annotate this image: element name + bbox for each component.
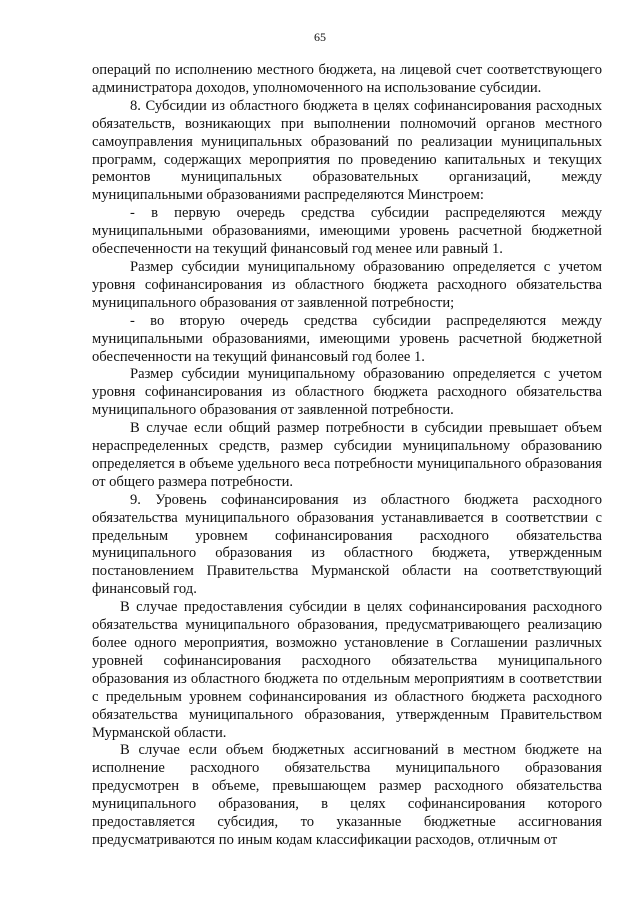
paragraph: 8. Субсидии из областного бюджета в целях софинансирования расходных обязательств, возникающих при выполнении полномочий органов местного самоуправления муниципальных образований по реализации муниципальных программ, содержащих мероприятия по проведению капитальных и текущих ремонтов муниципальных образовательных организаций, между муниципальными образованиями распределяются Минстроем: (92, 97, 602, 204)
paragraph: В случае предоставления субсидии в целях софинансирования расходного обязательства муниципального образования, предусматривающего реализацию более одного мероприятия, возможно установление в Соглашении различных уровней софинансирования расходного обязательства муниципального образования из областного бюджета по отдельным мероприятиям в соответствии с предельным уровнем софинансирования из областного бюджета расходного обязательства муниципального образования, утвержденным Правительством Мурманской области. (92, 599, 602, 741)
paragraph: В случае если объем бюджетных ассигнований в местном бюджете на исполнение расходного обязательства муниципального образования предусмотрен в объеме, превышающем размер расходного обязательства муниципального образования, в целях софинансирования которого предоставляется субсидия, то указанные бюджетные ассигнования предусматриваются по иным кодам классификации расходов, отличным от (92, 742, 602, 848)
page-number: 65 (314, 30, 326, 44)
list-item: - в первую очередь средства субсидии распределяются между муниципальными образованиями, имеющими уровень расчетной бюджетной обеспеченности на текущий финансовый год менее или равный 1. (92, 205, 602, 258)
paragraph: 9. Уровень софинансирования из областного бюджета расходного обязательства муниципального образования устанавливается в соответствии с предельным уровнем софинансирования расходного обязательства муниципального образования из областного бюджета, утвержденным постановлением Правительства Мурманской области на соответствующий финансовый год. (92, 491, 602, 598)
paragraph: В случае если общий размер потребности в субсидии превышает объем нераспределенных средств, размер субсидии муниципальному образованию определяется в объеме удельного веса потребности муниципального образования от общего размера потребности. (92, 420, 602, 490)
document-body (92, 62, 602, 850)
paragraph: Размер субсидии муниципальному образованию определяется с учетом уровня софинансирования из областного бюджета расходного обязательства муниципального образования от заявленной потребности. (92, 366, 602, 419)
list-item: - во вторую очередь средства субсидии распределяются между муниципальными образованиями, имеющими уровень расчетной бюджетной обеспеченности на текущий финансовый год более 1. (92, 312, 602, 365)
paragraph: Размер субсидии муниципальному образованию определяется с учетом уровня софинансирования из областного бюджета расходного обязательства муниципального образования от заявленной потребности; (92, 258, 602, 311)
paragraph: операций по исполнению местного бюджета, на лицевой счет соответствующего администратора доходов, уполномоченного на использование субсидии. (92, 62, 602, 96)
